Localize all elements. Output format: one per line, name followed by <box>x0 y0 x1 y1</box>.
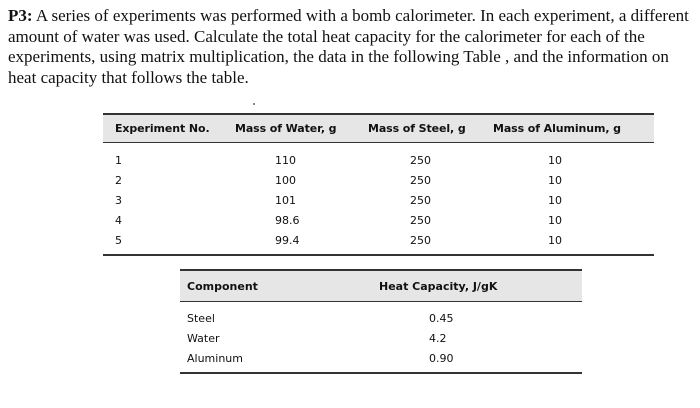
header-mass-steel: Mass of Steel, g <box>368 114 493 143</box>
heat-capacity-cell: 0.90 <box>371 348 582 373</box>
table-row <box>103 230 654 255</box>
problem-text: A series of experiments was performed with a bomb calorimeter. In each experiment, a different amount of water was used. Calculate the total heat capacity for the calorimeter for each of the experiments, using matrix multiplication, the data in the following Table , and the information on heat capacity that follows the table. <box>8 6 689 87</box>
experiment-no-cell: 3 <box>115 193 122 207</box>
table-row <box>103 190 654 210</box>
experiment-no-cell: 4 <box>115 213 122 227</box>
mass-aluminum-cell: 10 <box>548 193 562 207</box>
table-row <box>103 143 654 171</box>
mass-aluminum-cell: 10 <box>493 230 654 255</box>
header-mass-aluminum: Mass of Aluminum, g <box>493 114 654 143</box>
stray-dot <box>253 103 255 105</box>
mass-water-cell: 99.4 <box>235 230 368 255</box>
header-heat-capacity: Heat Capacity, J/gK <box>371 270 582 302</box>
experiment-table-header <box>103 114 654 143</box>
heat-capacity-cell: 0.45 <box>429 311 454 325</box>
problem-statement <box>8 6 692 88</box>
component-cell: Water <box>187 331 220 345</box>
experiment-no-cell: 1 <box>115 153 122 167</box>
mass-water-cell: 101 <box>275 193 296 207</box>
experiment-table <box>103 113 654 256</box>
table-row <box>103 170 654 190</box>
heat-capacity-table-header <box>180 270 582 302</box>
mass-water-cell: 98.6 <box>275 213 300 227</box>
problem-label: P3: <box>8 6 33 25</box>
mass-steel-cell: 250 <box>410 193 431 207</box>
mass-aluminum-cell: 10 <box>548 173 562 187</box>
component-cell: Steel <box>187 311 215 325</box>
mass-steel-cell: 250 <box>368 230 493 255</box>
experiment-no-cell: 5 <box>103 230 235 255</box>
component-cell: Aluminum <box>180 348 371 373</box>
mass-water-cell: 100 <box>275 173 296 187</box>
mass-water-cell: 110 <box>275 153 296 167</box>
heat-capacity-table <box>180 269 582 374</box>
mass-steel-cell: 250 <box>410 173 431 187</box>
header-mass-water: Mass of Water, g <box>235 114 368 143</box>
mass-aluminum-cell: 10 <box>548 213 562 227</box>
mass-steel-cell: 250 <box>410 153 431 167</box>
heat-capacity-cell: 4.2 <box>429 331 447 345</box>
table-row <box>180 302 582 329</box>
table-row <box>180 328 582 348</box>
mass-steel-cell: 250 <box>410 213 431 227</box>
table-row <box>180 348 582 373</box>
experiment-no-cell: 2 <box>115 173 122 187</box>
header-component: Component <box>180 270 371 302</box>
mass-aluminum-cell: 10 <box>548 153 562 167</box>
header-experiment-no: Experiment No. <box>103 114 235 143</box>
table-row <box>103 210 654 230</box>
